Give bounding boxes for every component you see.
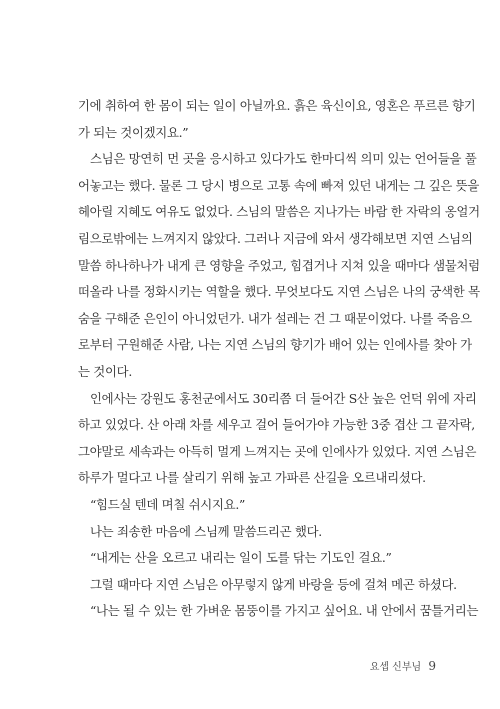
running-title: 요셉 신부님: [369, 662, 422, 673]
text-line: 그야말로 세속과는 아득히 멀게 느껴지는 곳에 인에사가 있었다. 지연 스님은: [78, 443, 477, 459]
text-line: 하루가 멀다고 나를 살리기 위해 높고 가파른 산길을 오르내리셨다.: [78, 470, 426, 486]
text-line: 스님은 망연히 먼 곳을 응시하고 있다가도 한마디씩 의미 있는 언어들을 풀: [90, 151, 477, 167]
text-line: 숨을 구해준 은인이 아니었던가. 내가 설레는 건 그 때문이었다. 나를 죽음으: [78, 310, 472, 326]
text-line: “내게는 산을 오르고 내리는 일이 도를 닦는 기도인 걸요.”: [90, 550, 392, 566]
page-body: [78, 93, 480, 625]
page-footer: [370, 658, 436, 673]
text-line: 하고 있었다. 산 아래 차를 세우고 걸어 들어가야 가능한 3중 겹산 그 끝자락,: [78, 417, 475, 433]
text-line: “나는 될 수 있는 한 가벼운 몸뚱이를 가지고 싶어요. 내 안에서 꿈틀거리는: [90, 603, 479, 619]
text-line: 어놓고는 했다. 물론 그 당시 병으로 고통 속에 빠져 있던 내게는 그 깊은 뜻을: [78, 177, 480, 193]
text-line: 가 되는 것이겠지요.”: [78, 124, 189, 140]
text-line: 기에 취하여 한 몸이 되는 일이 아닐까요. 흙은 육신이요, 영혼은 푸르른 향기: [78, 98, 476, 113]
text-line: 림으로밖에는 느껴지지 않았다. 그러나 지금에 와서 생각해보면 지연 스님의: [78, 230, 473, 246]
text-line: “힘드실 텐데 며칠 쉬시지요.”: [90, 496, 245, 512]
text-line: 인에사는 강원도 홍천군에서도 30리쯤 더 들어간 S산 높은 언덕 위에 자리: [90, 390, 477, 406]
text-line: 로부터 구원해준 사람, 나는 지연 스님의 향기가 배어 있는 인에사를 찾아 가: [78, 337, 472, 353]
text-line: 떠올라 나를 정화시키는 역할을 했다. 무엇보다도 지연 스님은 나의 궁색한 목: [78, 284, 480, 300]
page-number: 9: [428, 659, 436, 673]
text-line: 말씀 하나하나가 내게 큰 영향을 주었고, 힘겹거나 지쳐 있을 때마다 샘물처럼: [78, 257, 480, 273]
text-line: 나는 죄송한 마음에 스님께 말씀드리곤 했다.: [90, 523, 322, 539]
text-line: 헤아릴 지혜도 여유도 없었다. 스님의 말씀은 지나가는 바람 한 자락의 옹얼거: [78, 204, 480, 220]
text-line: 그럴 때마다 지연 스님은 아무렇지 않게 바랑을 등에 걸쳐 메곤 하셨다.: [90, 576, 457, 592]
text-line: 는 것이다.: [78, 363, 132, 379]
